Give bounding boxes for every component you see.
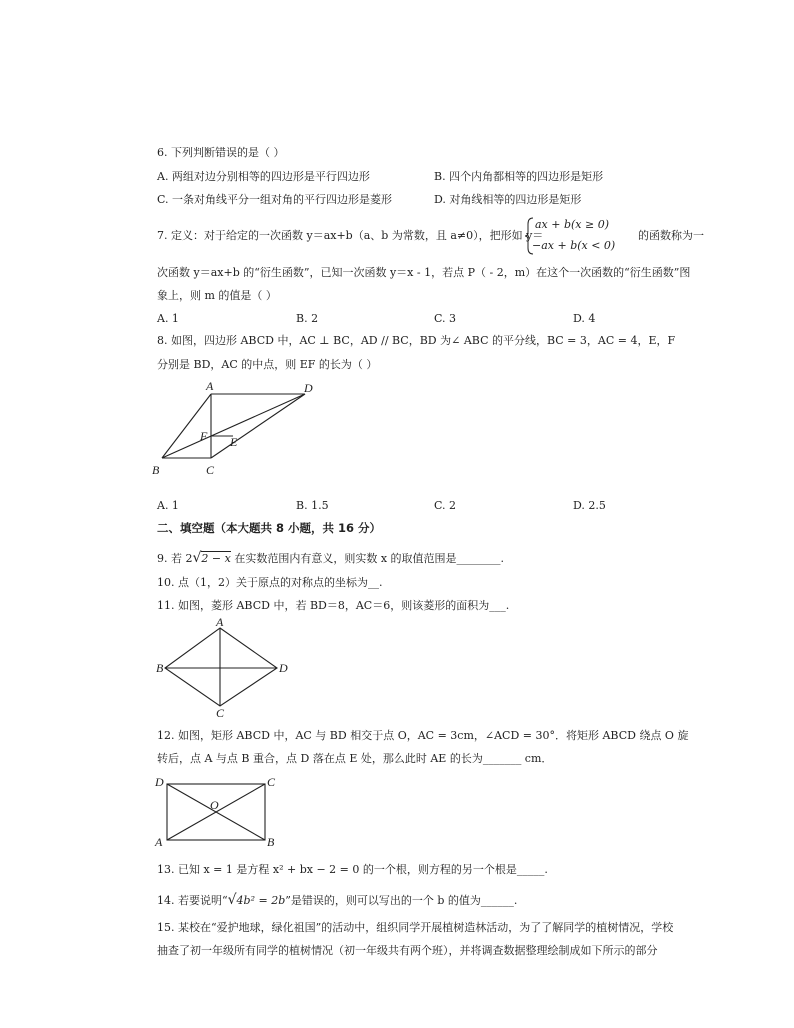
q7-line3: 象上，则 m 的值是（ ） — [157, 289, 277, 302]
q15-line1: 15. 某校在“爱护地球，绿化祖国”的活动中，组织同学开展植树造林活动，为了了解同学的植树情况，学校 — [157, 921, 674, 934]
q11-text: 11. 如图，菱形 ABCD 中，若 BD＝8，AC＝6，则该菱形的面积为___. — [157, 599, 510, 612]
q12-label-b: B — [267, 835, 275, 849]
q8-quadrilateral-figure — [150, 380, 320, 492]
q8-label-b: B — [152, 463, 160, 477]
q12-line2: 转后，点 A 与点 B 重合，点 D 落在点 E 处，那么此时 AE 的长为_______ cm． — [157, 752, 553, 765]
q11-label-a: A — [216, 615, 224, 629]
q7-case1: ax + b(x ≥ 0) — [535, 218, 610, 231]
q7-option-a: A. 1 — [157, 312, 179, 325]
q7-option-b: B. 2 — [296, 312, 319, 325]
q9-prefix: 9. 若 2 — [157, 552, 193, 565]
q11-rhombus-figure — [155, 615, 290, 720]
q8-option-b: B. 1.5 — [296, 499, 329, 512]
q12-label-d: D — [155, 775, 164, 789]
q15-line2: 抽查了初一年级所有同学的植树情况（初一年级共有两个班），并将调查数据整理绘制成如下所示的部分 — [157, 944, 658, 957]
q14-text — [157, 893, 517, 908]
q8-label-c: C — [206, 463, 215, 477]
q8-line2: 分别是 BD，AC 的中点，则 EF 的长为（ ） — [157, 358, 378, 371]
q13-text: 13. 已知 x = 1 是方程 x² + bx − 2 = 0 的一个根，则方程的另一个根是_____. — [157, 863, 548, 876]
q10-text: 10. 点（1，2）关于原点的对称点的坐标为__. — [157, 576, 383, 589]
q7-option-c: C. 3 — [434, 312, 457, 325]
q11-label-b: B — [156, 661, 164, 675]
q14-prefix: 14. 若要说明“ — [157, 894, 228, 907]
q12-label-c: C — [267, 775, 276, 789]
q11-label-c: C — [216, 706, 225, 720]
q9-suffix: 在实数范围内有意义，则实数 x 的取值范围是________. — [230, 552, 505, 565]
section-heading: 二、填空题（本大题共 8 小题，共 16 分） — [157, 521, 382, 535]
q8-line1: 8. 如图，四边形 ABCD 中，AC ⊥ BC，AD // BC，BD 为∠ ABC 的平分线，BC = 3，AC = 4，E，F — [157, 334, 676, 347]
q6-stem: 6. 下列判断错误的是（ ） — [157, 146, 285, 159]
q7-line2: 次函数 y＝ax+b 的“衍生函数”，已知一次函数 y＝x - 1，若点 P（ - 2，m）在这个一次函数的“衍生函数”图 — [157, 266, 691, 279]
q14-radical-sign-icon: √ — [227, 892, 237, 908]
q12-label-o: O — [210, 798, 219, 812]
q8-option-a: A. 1 — [157, 499, 179, 512]
q7-option-d: D. 4 — [573, 312, 596, 325]
q8-label-a: A — [206, 379, 214, 393]
q8-label-e: E — [230, 435, 238, 449]
q9-text — [157, 551, 504, 566]
q12-label-a: A — [155, 835, 163, 849]
q11-label-d: D — [279, 661, 288, 675]
q8-label-d: D — [304, 381, 313, 395]
q9-radical-sign-icon: √ — [192, 550, 202, 566]
q8-option-c: C. 2 — [434, 499, 457, 512]
q9-radicand: 2 − x — [201, 552, 231, 565]
q8-option-d: D. 2.5 — [573, 499, 606, 512]
q14-suffix: ”是错误的，则可以写出的一个 b 的值为______. — [285, 894, 518, 907]
q6-option-c: C. 一条对角线平分一组对角的平行四边形是菱形 — [157, 193, 393, 206]
q6-option-a: A. 两组对边分别相等的四边形是平行四边形 — [157, 170, 370, 183]
q6-option-d: D. 对角线相等的四边形是矩形 — [434, 193, 582, 206]
q6-option-b: B. 四个内角都相等的四边形是矩形 — [434, 170, 604, 183]
q12-rectangle-figure — [150, 772, 280, 852]
q14-radical-expression: 4b² = 2b — [236, 894, 286, 907]
q7-case2: −ax + b(x < 0) — [532, 239, 616, 252]
q7-line1-end: 的函数称为一 — [638, 229, 704, 242]
q8-label-f: F — [200, 429, 208, 443]
q7-line1-start: 7. 定义：对于给定的一次函数 y＝ax+b（a、b 为常数，且 a≠0），把形如 y＝ — [157, 229, 544, 242]
q12-line1: 12. 如图，矩形 ABCD 中，AC 与 BD 相交于点 O，AC = 3cm，∠ACD = 30°．将矩形 ABCD 绕点 O 旋 — [157, 729, 689, 742]
